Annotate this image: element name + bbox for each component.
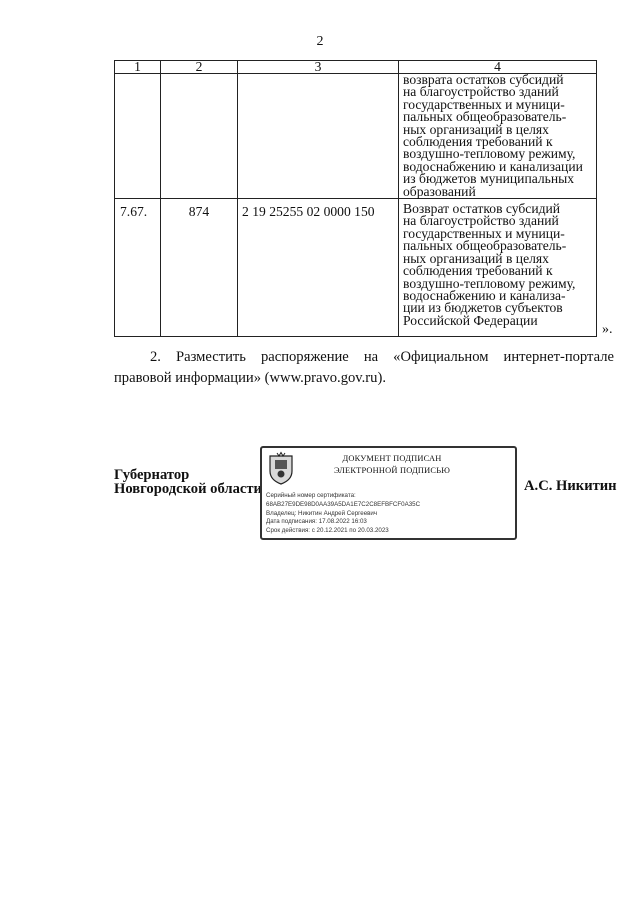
description-line: воздушно-тепловому режиму, bbox=[403, 275, 576, 291]
admin-code-cell bbox=[161, 74, 238, 199]
header-cell: 1 bbox=[115, 61, 161, 74]
paragraph-line-1 bbox=[114, 347, 614, 368]
table-row bbox=[115, 199, 597, 337]
header-cell: 2 bbox=[161, 61, 238, 74]
stamp-serial-label: Серийный номер сертификата: bbox=[266, 492, 356, 499]
stamp-serial: 68AB27E9DE98D0AA39A5DA1E7C2C8EFBFCF0A35C bbox=[266, 500, 421, 508]
description-line: из бюджетов муниципальных bbox=[403, 171, 575, 187]
paragraph-word: 2. bbox=[150, 349, 161, 365]
stamp-header: ДОКУМЕНТ ПОДПИСАН bbox=[342, 454, 442, 463]
description-line: государственных и муници- bbox=[403, 96, 565, 112]
description-line: соблюдения требований к bbox=[403, 263, 553, 279]
row-number-cell: 7.67. bbox=[115, 199, 161, 337]
description-line: ции из бюджетов субъектов bbox=[403, 300, 563, 316]
description-line: пальных общеобразователь- bbox=[403, 238, 567, 254]
paragraph-word: на bbox=[363, 349, 379, 365]
stamp-header: ЭЛЕКТРОННОЙ ПОДПИСЬЮ bbox=[333, 466, 451, 475]
description-line: Российской Федерации bbox=[403, 312, 538, 328]
page-number: 2 bbox=[316, 34, 324, 49]
paragraph-word: интернет-портале bbox=[503, 349, 614, 365]
budget-code-cell bbox=[238, 74, 399, 199]
description-line: на благоустройство зданий bbox=[403, 84, 559, 100]
description-line: соблюдения требований к bbox=[403, 134, 553, 150]
description-line: водоснабжению и канализации bbox=[403, 158, 583, 174]
e-signature-stamp bbox=[260, 446, 517, 540]
header-cell: 4 bbox=[399, 61, 597, 74]
signatory-title bbox=[114, 468, 262, 496]
stamp-owner: Владелец: Никитин Андрей Сергеевич bbox=[266, 509, 378, 517]
description-cell bbox=[399, 74, 597, 199]
description-line: воздушно-тепловому режиму, bbox=[403, 146, 576, 162]
paragraph-word: «Официальном bbox=[393, 349, 489, 365]
description-line: образований bbox=[403, 183, 476, 199]
description-line: на благоустройство зданий bbox=[403, 213, 559, 229]
signatory-title-line: Новгородской области bbox=[114, 481, 262, 497]
admin-code-cell: 874 bbox=[161, 199, 238, 337]
closing-quote: ». bbox=[602, 322, 613, 337]
description-line: водоснабжению и канализа- bbox=[403, 287, 566, 303]
paragraph-line-2: правовой информации» (www.pravo.gov.ru). bbox=[114, 370, 386, 386]
description-line: ных организаций в целях bbox=[403, 121, 549, 137]
stamp-signed-date: Дата подписания: 17.08.2022 16:03 bbox=[266, 518, 367, 526]
description-line: государственных и муници- bbox=[403, 225, 565, 241]
table-row bbox=[115, 74, 597, 199]
description-cell bbox=[399, 199, 597, 337]
paragraph-word: распоряжение bbox=[260, 349, 349, 365]
description-line: возврата остатков субсидий bbox=[403, 72, 564, 87]
budget-codes-table bbox=[114, 60, 597, 337]
description-line: Возврат остатков субсидий bbox=[403, 201, 561, 217]
stamp-details bbox=[266, 492, 420, 536]
stamp-validity: Срок действия: с 20.12.2021 по 20.03.2023 bbox=[266, 527, 389, 535]
signatory-title-line: Губернатор bbox=[114, 467, 190, 483]
paragraph-2 bbox=[114, 347, 614, 389]
row-number-cell bbox=[115, 74, 161, 199]
header-cell: 3 bbox=[238, 61, 399, 74]
paragraph-word: Разместить bbox=[175, 349, 246, 365]
budget-code-cell: 2 19 25255 02 0000 150 bbox=[238, 199, 399, 337]
signatory-name: А.С. Никитин bbox=[524, 478, 617, 494]
description-line: ных организаций в целях bbox=[403, 250, 549, 266]
description-line: пальных общеобразователь- bbox=[403, 109, 567, 125]
